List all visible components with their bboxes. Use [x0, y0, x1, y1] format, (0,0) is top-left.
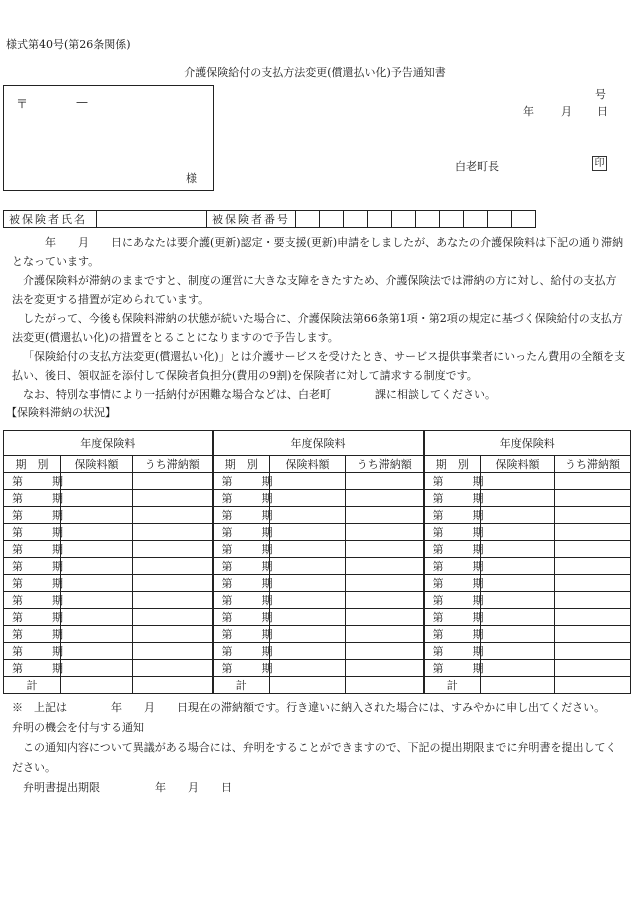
- fiscal-year-header: 年度保険料: [4, 431, 213, 456]
- note-as-of-date: ※ 上記は 年 月 日現在の滞納額です。行き違いに納入された場合には、すみやかに申し出てください。: [12, 701, 606, 714]
- hearing-title: 弁明の機会を付与する通知: [12, 721, 144, 734]
- arrears-cell: [555, 507, 631, 524]
- period-cell: 第 期: [424, 541, 481, 558]
- body-paragraph: なお、特別な事情により一括納付が困難な場合などは、白老町 課に相談してください。: [23, 388, 496, 401]
- table-row: [4, 507, 631, 524]
- period-cell: 第 期: [4, 490, 61, 507]
- address-box: [3, 85, 214, 191]
- period-cell: 第 期: [424, 507, 481, 524]
- insured-number-digit: [320, 211, 344, 228]
- arrears-cell: [346, 643, 424, 660]
- day-label: 日: [597, 105, 608, 118]
- fiscal-year-header: 年度保険料: [424, 431, 631, 456]
- period-cell: 第 期: [4, 507, 61, 524]
- period-cell: 第 期: [424, 626, 481, 643]
- period-cell: 第 期: [213, 490, 270, 507]
- insured-number-digit: [416, 211, 440, 228]
- fiscal-year-header: 年度保険料: [213, 431, 424, 456]
- postal-mark: 〒: [16, 97, 29, 111]
- period-column-header: 期 別: [424, 456, 481, 473]
- table-row: [4, 575, 631, 592]
- arrears-cell: [346, 558, 424, 575]
- arrears-column-header: うち滞納額: [133, 456, 213, 473]
- arrears-cell: [346, 490, 424, 507]
- period-cell: 第 期: [4, 575, 61, 592]
- arrears-total-cell: [555, 677, 631, 694]
- premium-column-header: 保険料額: [481, 456, 555, 473]
- arrears-cell: [133, 592, 213, 609]
- period-cell: 第 期: [424, 490, 481, 507]
- period-cell: 第 期: [424, 558, 481, 575]
- body-paragraph: 「保険給付の支払方法変更(償還払い化)」とは介護サービスを受けたとき、サービス提供事業者にいったん費用の全額を支払い、後日、領収証を添付して保険者負担分(費用の9割)を保険者に対して請求する制度です。: [12, 350, 626, 382]
- insured-name-label: 被保険者氏名: [4, 211, 97, 228]
- total-label-cell: 計: [424, 677, 481, 694]
- postal-dash: —: [76, 95, 88, 109]
- insured-number-digit: [344, 211, 368, 228]
- arrears-column-header: うち滞納額: [346, 456, 424, 473]
- period-column-header: 期 別: [4, 456, 61, 473]
- table-row: [4, 626, 631, 643]
- period-cell: 第 期: [213, 626, 270, 643]
- insured-number-digit: [440, 211, 464, 228]
- period-cell: 第 期: [424, 643, 481, 660]
- insured-number-digit: [464, 211, 488, 228]
- table-total-row: [4, 677, 631, 694]
- document-number-label: 号: [595, 88, 606, 101]
- arrears-cell: [346, 541, 424, 558]
- table-header-row: [4, 431, 631, 456]
- insured-number-digit: [296, 211, 320, 228]
- seal-mark: 印: [592, 156, 607, 171]
- insured-number-digit: [488, 211, 512, 228]
- period-cell: 第 期: [213, 592, 270, 609]
- arrears-cell: [555, 524, 631, 541]
- issue-date: [523, 103, 608, 119]
- issuer-mayor: 白老町長: [455, 160, 499, 173]
- period-cell: 第 期: [213, 643, 270, 660]
- hearing-deadline: 弁明書提出期限 年 月 日: [23, 781, 232, 794]
- hearing-text: この通知内容について異議がある場合には、弁明をすることができますので、下記の提出期限までに弁明書を提出してください。: [12, 741, 617, 774]
- form-number: 様式第40号(第26条関係): [6, 38, 131, 51]
- arrears-cell: [133, 541, 213, 558]
- insured-number-digit: [368, 211, 392, 228]
- insured-name-field: [97, 211, 207, 228]
- body-paragraph: したがって、今後も保険料滞納の状態が続いた場合に、介護保険法第66条第1項・第2項の規定に基づく保険給付の支払方法変更(償還払い化)の措置をとることになりますので予告します。: [12, 312, 623, 344]
- period-cell: 第 期: [213, 558, 270, 575]
- period-cell: 第 期: [213, 660, 270, 677]
- arrears-cell: [555, 575, 631, 592]
- month-label: 月: [561, 105, 572, 118]
- arrears-status-label: 【保険料滞納の状況】: [6, 406, 116, 419]
- arrears-cell: [346, 592, 424, 609]
- period-cell: 第 期: [4, 643, 61, 660]
- body-paragraph: 年 月 日にあなたは要介護(更新)認定・要支援(更新)申請をしましたが、あなたの介護保険料は下記の通り滞納となっています。: [12, 236, 624, 268]
- period-cell: 第 期: [213, 609, 270, 626]
- arrears-cell: [133, 507, 213, 524]
- premium-total-cell: [270, 677, 346, 694]
- arrears-cell: [555, 626, 631, 643]
- table-column-row: [4, 456, 631, 473]
- period-cell: 第 期: [4, 626, 61, 643]
- period-cell: 第 期: [4, 592, 61, 609]
- arrears-cell: [555, 660, 631, 677]
- premium-column-header: 保険料額: [61, 456, 133, 473]
- arrears-cell: [133, 490, 213, 507]
- arrears-cell: [555, 473, 631, 490]
- premium-total-cell: [61, 677, 133, 694]
- insured-number-digit: [512, 211, 536, 228]
- arrears-cell: [555, 643, 631, 660]
- period-cell: 第 期: [424, 473, 481, 490]
- arrears-cell: [555, 490, 631, 507]
- period-cell: 第 期: [213, 575, 270, 592]
- notice-body: [12, 233, 626, 404]
- insured-info-table: [3, 210, 536, 228]
- total-label-cell: 計: [4, 677, 61, 694]
- premium-column-header: 保険料額: [270, 456, 346, 473]
- table-row: [4, 558, 631, 575]
- arrears-cell: [133, 558, 213, 575]
- table-row: [4, 592, 631, 609]
- arrears-cell: [133, 473, 213, 490]
- period-column-header: 期 別: [213, 456, 270, 473]
- arrears-cell: [133, 609, 213, 626]
- arrears-cell: [133, 575, 213, 592]
- arrears-cell: [346, 626, 424, 643]
- period-cell: 第 期: [4, 524, 61, 541]
- period-cell: 第 期: [4, 473, 61, 490]
- table-row: [4, 609, 631, 626]
- insured-number-digit: [392, 211, 416, 228]
- arrears-total-cell: [346, 677, 424, 694]
- notes-section: [12, 698, 624, 798]
- year-label: 年: [523, 105, 534, 118]
- period-cell: 第 期: [4, 541, 61, 558]
- arrears-total-cell: [133, 677, 213, 694]
- table-row: [4, 660, 631, 677]
- arrears-cell: [346, 660, 424, 677]
- premium-total-cell: [481, 677, 555, 694]
- period-cell: 第 期: [213, 541, 270, 558]
- arrears-cell: [346, 609, 424, 626]
- period-cell: 第 期: [213, 473, 270, 490]
- period-cell: 第 期: [424, 660, 481, 677]
- honorific-sama: 様: [186, 172, 197, 185]
- arrears-cell: [555, 592, 631, 609]
- arrears-cell: [555, 609, 631, 626]
- period-cell: 第 期: [424, 609, 481, 626]
- period-cell: 第 期: [4, 660, 61, 677]
- arrears-column-header: うち滞納額: [555, 456, 631, 473]
- period-cell: 第 期: [4, 609, 61, 626]
- arrears-cell: [346, 575, 424, 592]
- table-row: [4, 473, 631, 490]
- period-cell: 第 期: [424, 575, 481, 592]
- body-paragraph: 介護保険料が滞納のままですと、制度の運営に大きな支障をきたすため、介護保険法では滞納の方に対し、給付の支払方法を変更する措置が定められています。: [12, 274, 617, 306]
- table-row: [4, 490, 631, 507]
- table-row: [4, 643, 631, 660]
- arrears-table: [3, 430, 631, 694]
- arrears-cell: [346, 473, 424, 490]
- arrears-cell: [346, 507, 424, 524]
- insured-number-label: 被保険者番号: [207, 211, 296, 228]
- period-cell: 第 期: [4, 558, 61, 575]
- period-cell: 第 期: [213, 524, 270, 541]
- arrears-cell: [133, 524, 213, 541]
- arrears-cell: [346, 524, 424, 541]
- total-label-cell: 計: [213, 677, 270, 694]
- period-cell: 第 期: [213, 507, 270, 524]
- arrears-cell: [555, 541, 631, 558]
- arrears-cell: [133, 626, 213, 643]
- arrears-cell: [555, 558, 631, 575]
- table-row: [4, 541, 631, 558]
- period-cell: 第 期: [424, 524, 481, 541]
- table-row: [4, 524, 631, 541]
- arrears-cell: [133, 643, 213, 660]
- document-title: 介護保険給付の支払方法変更(償還払い化)予告通知書: [184, 66, 446, 79]
- arrears-cell: [133, 660, 213, 677]
- period-cell: 第 期: [424, 592, 481, 609]
